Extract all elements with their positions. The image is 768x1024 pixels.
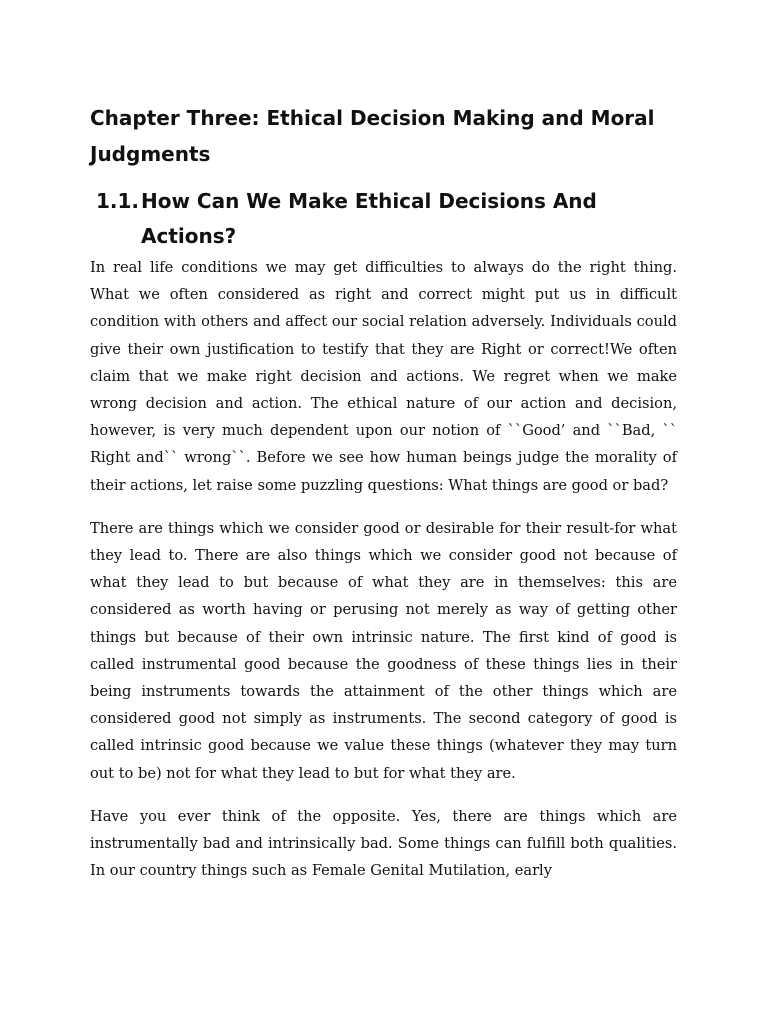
chapter-title: Chapter Three: Ethical Decision Making and Moral Judgments bbox=[90, 106, 655, 166]
section-number: 1.1. bbox=[96, 189, 140, 213]
paragraph-2: There are things which we consider good or desirable for their result-for what they lead to. There are also things which we consider good not because of what they lead to but because of what they are in themselves: this are considered as worth having or perusing not merely as way of getting other things but because of their own intrinsic nature. The first kind of good is called instrumental good because the goodness of these things lies in their being instruments towards the attainment of the other things which are considered good not simply as instruments. The second category of good is called intrinsic good because we value these things (whatever they may turn out to be) not for what they lead to but for what they are. bbox=[90, 519, 677, 782]
section-heading bbox=[90, 184, 677, 254]
document-page bbox=[90, 100, 677, 884]
paragraph-1: In real life conditions we may get difficulties to always do the right thing. What we often considered as right and correct might put us in difficult condition with others and affect our social relation adversely. Individuals could give their own justification to testify that they are Right or correct!We often claim that we make right decision and actions. We regret when we make wrong decision and action. The ethical nature of our action and decision, however, is very much dependent upon our notion of ``Good’ and ``Bad, `` Right and`` wrong``. Before we see how human beings judge the morality of their actions, let raise some puzzling questions: What things are good or bad? bbox=[90, 259, 677, 494]
paragraph-3: Have you ever think of the opposite. Yes, there are things which are instrumentally bad and intrinsically bad. Some things can fulfill both qualities. In our country things such as Female Genital Mutilation, early bbox=[90, 807, 677, 880]
section-title: How Can We Make Ethical Decisions And Actions? bbox=[141, 189, 597, 248]
